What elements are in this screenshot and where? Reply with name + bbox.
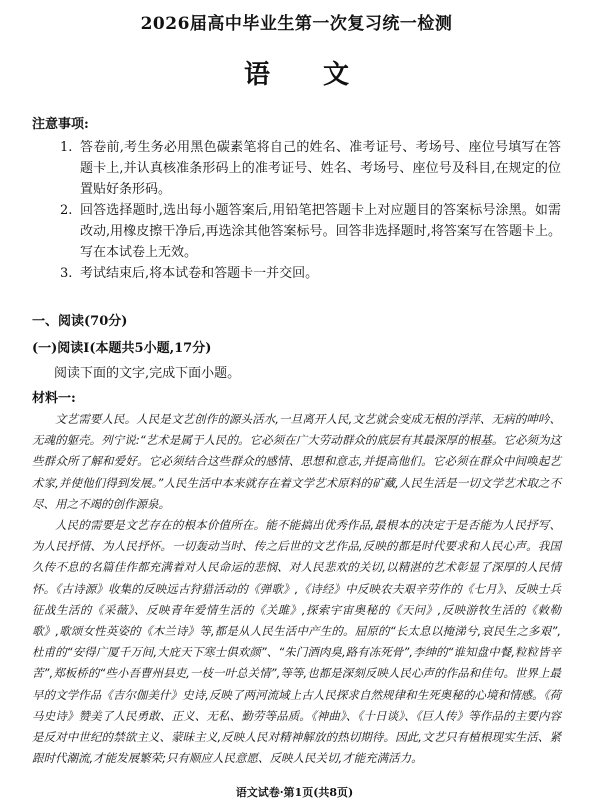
note-item	[32, 200, 561, 263]
note-number: 3.	[60, 266, 73, 281]
subsection-title: (一)阅读Ⅰ(本题共5小题,17分)	[32, 341, 212, 356]
material-paragraph: 人民的需要是文艺存在的根本价值所在。能不能搞出优秀作品,最根本的决定于是否能为人民抒写、为人民抒情、为人民抒怀。一切轰动当时、传之后世的文艺作品,反映的都是时代要求和人民心声。我国久传不息的名篇佳作都充满着对人民命运的悲悯、对人民悲欢的关切,以精湛的艺术彰显了深厚的人民情怀。《古诗源》收集的反映远古狩猎活动的《弹歌》,《诗经》中反映农夫艰辛劳作的《七月》、反映士兵征战生活的《采薇》、反映青年爱情生活的《关雎》,探索宇宙奥秘的《天问》,反映游牧生活的《敕勒歌》,歌颂女性英姿的《木兰诗》等,都是从人民生活中产生的。屈原的“长太息以掩涕兮,哀民生之多艰”,杜甫的“安得广厦千万间,大庇天下寒士俱欢颜”、“朱门酒肉臭,路有冻死骨”,李绅的“谁知盘中餐,粒粒皆辛苦”,郑板桥的“些小吾曹州县吏,一枝一叶总关情”,等等,也都是深刻反映人民心声的作品和佳句。世界上最早的文学作品《吉尔伽美什》史诗,反映了两河流域上古人民探求自然规律和生死奥秘的心境和情感。《荷马史诗》赞美了人民勇敢、正义、无私、勤劳等品质。《神曲》、《十日谈》、《巨人传》等作品的主要内容是反对中世纪的禁欲主义、蒙昧主义,反映人民对精神解放的热切期待。因此,文艺只有植根现实生活、紧跟时代潮流,才能发展繁荣;只有顺应人民意愿、反映人民关切,才能充满活力。	[32, 518, 561, 766]
note-number: 1.	[60, 140, 73, 155]
note-number: 2.	[60, 203, 73, 218]
page-footer: 语文试卷·第1页(共8页)	[235, 786, 354, 799]
subject-title: 语 文	[243, 60, 372, 90]
note-item	[32, 263, 561, 284]
notes-list	[32, 137, 561, 284]
material-label: 材料一:	[32, 391, 76, 406]
material-paragraph: 文艺需要人民。人民是文艺创作的源头活水,一旦离开人民,文艺就会变成无根的浮萍、无病的呻吟、无魂的躯壳。列宁说:“艺术是属于人民的。它必须在广大劳动群众的底层有其最深厚的根基。它必须为这些群众所了解和爱好。它必须结合这些群众的感情、思想和意志,并提高他们。它必须在群众中间唤起艺术家,并使他们得到发展。”人民生活中本来就存在着文学艺术原料的矿藏,人民生活是一切文学艺术取之不尽、用之不竭的创作源泉。	[32, 412, 561, 511]
reading-instruction: 阅读下面的文字,完成下面小题。	[54, 366, 241, 381]
notes-heading: 注意事项:	[32, 117, 89, 132]
exam-title: 2026届高中毕业生第一次复习统一检测	[140, 14, 453, 34]
section-title: 一、阅读(70分)	[32, 314, 128, 329]
note-text: 回答选择题时,选出每小题答案后,用铅笔把答题卡上对应题目的答案标号涂黑。如需改动,用橡皮擦干净后,再选涂其他答案标号。回答非选择题时,将答案写在答题卡上。写在本试卷上无效。	[80, 203, 561, 260]
note-text: 考试结束后,将本试卷和答题卡一并交回。	[80, 266, 319, 281]
note-text: 答卷前,考生务必用黑色碳素笔将自己的姓名、准考证号、考场号、座位号填写在答题卡上,并认真核准条形码上的准考证号、姓名、考场号、座位号及科目,在规定的位置贴好条形码。	[80, 140, 561, 197]
note-item	[32, 137, 561, 200]
